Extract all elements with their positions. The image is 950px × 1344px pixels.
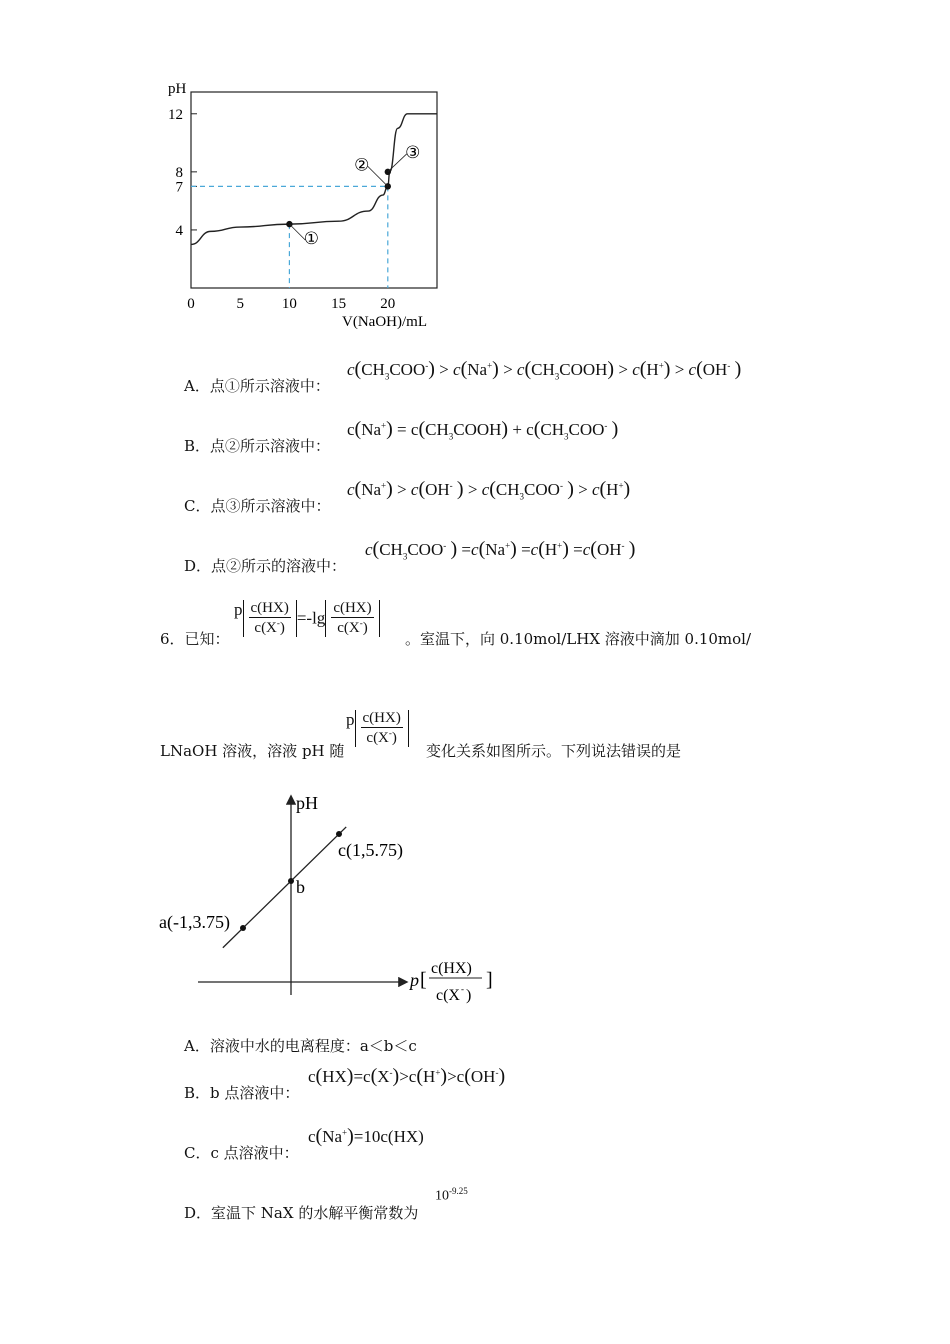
option-letter: B． — [184, 1084, 211, 1102]
y-axis-label: pH — [296, 793, 318, 813]
point-label: ③ — [405, 142, 421, 162]
q5-formula-d: $c(CH_3COO^-$ ) =c(Na+) =c(H+) =c(OH- ) — [365, 538, 636, 562]
q6-option-b — [184, 1082, 299, 1103]
q5-option-a — [184, 375, 330, 396]
x-tick-label: 10 — [281, 296, 297, 312]
point-label: c(1,5.75) — [338, 840, 403, 860]
q6-option-d — [184, 1202, 418, 1223]
q6-option-a — [184, 1035, 417, 1056]
option-letter: B． — [184, 437, 211, 455]
q6-definition: p $\frac{c(HX)}{c(X^-)}$ =-lg $\frac{c(HX)}{c(X^-)}$ — [234, 600, 380, 637]
option-letter: D． — [184, 557, 212, 575]
q6-stem-a: 。室温下，向 0.10mol/LHX 溶液中滴加 0.10mol/ — [405, 630, 752, 648]
q6-intro — [160, 628, 230, 649]
svg-text:]: ] — [486, 969, 493, 991]
point-leader — [368, 166, 388, 186]
svg-text:-: - — [461, 984, 464, 994]
q5-formula-a: $c(CH_3COO^-) > c(Na^+)$ > $c(CH_3COOH) > c(H^+) > c(OH^-$ ) — [347, 358, 742, 382]
q6-stem-b: LNaOH 溶液，溶液 pH 随 — [160, 742, 345, 760]
svg-text:): ) — [466, 987, 472, 1004]
data-point — [336, 831, 342, 837]
frac-numerator: c(HX) — [362, 710, 401, 726]
point-label: a(-1,3.75) — [159, 912, 230, 932]
hydrolysis-base: 10 — [435, 1188, 449, 1204]
option-text: 点②所示溶液中： — [210, 437, 331, 455]
option-letter: C． — [184, 1144, 211, 1162]
q6-formula-c: c(Na+)=10c(HX) — [308, 1125, 424, 1147]
hydrolysis-exp: -9.25 — [449, 1186, 468, 1196]
point-leader — [388, 154, 407, 172]
option-letter: C． — [184, 497, 211, 515]
svg-text:p: p — [410, 970, 419, 990]
frac-denominator: c(X — [366, 730, 389, 746]
option-text: 点③所示溶液中： — [210, 497, 331, 515]
option-letter: A． — [184, 1037, 210, 1055]
x-tick-label: 15 — [331, 296, 347, 312]
option-letter: D． — [184, 1204, 212, 1222]
option-text: c 点溶液中： — [210, 1144, 299, 1162]
option-letter: A． — [184, 377, 210, 395]
x-axis-label — [408, 960, 493, 1004]
option-text: 点②所示的溶液中： — [211, 557, 347, 575]
y-tick-label: 4 — [175, 222, 183, 239]
titration-chart — [150, 75, 460, 335]
option-text: 室温下 NaX 的水解平衡常数为 — [211, 1204, 419, 1222]
point-label: b — [296, 877, 305, 897]
titration-curve — [191, 114, 437, 245]
eq-mid: =-lg — [296, 608, 326, 628]
option-text: 点①所示溶液中： — [209, 377, 330, 395]
svg-text:c(X: c(X — [436, 987, 460, 1004]
q6-stem-formula: p $\frac{c(HX)}{c(X^-)}$ — [346, 710, 409, 747]
frac-denominator: c(X — [254, 620, 277, 636]
frac-numerator: c(HX) — [250, 600, 289, 616]
q6-stem-c: 变化关系如图所示。下列说法错误的是 — [426, 742, 682, 760]
x-axis-label: V(NaOH)/mL — [342, 314, 427, 330]
y-tick-label: 7 — [175, 179, 183, 196]
q5-formula-c: c(Na+) > c(OH- ) > $c(CH_3COO^-$ ) > c(H+) — [347, 478, 631, 502]
y-tick-label: 8 — [175, 164, 183, 181]
point-label: ① — [303, 229, 320, 249]
p-symbol: p — [234, 600, 243, 619]
data-point — [240, 925, 246, 931]
frac-numerator: c(HX) — [333, 600, 372, 616]
q5-option-d — [184, 555, 346, 576]
plot-frame — [191, 92, 437, 288]
x-tick-label: 0 — [187, 296, 195, 312]
q5-option-b — [184, 435, 330, 456]
ph-vs-p-chart — [150, 785, 510, 1015]
y-tick-label: 12 — [168, 106, 183, 123]
y-axis-label: pH — [168, 81, 187, 97]
frac-denominator: c(X — [337, 620, 360, 636]
svg-text:c(HX): c(HX) — [431, 960, 472, 977]
option-text: b 点溶液中： — [210, 1084, 300, 1102]
p-symbol: p — [346, 710, 355, 729]
x-tick-label: 5 — [236, 296, 244, 312]
q5-option-c — [184, 495, 331, 516]
svg-text:[: [ — [420, 969, 427, 991]
question-number: 6． — [160, 630, 185, 648]
q5-formula-b: $c(Na^+) = c(CH_3COOH) + c(CH_3COO^-$ ) — [347, 418, 619, 442]
data-point — [288, 878, 294, 884]
intro-text: 已知： — [184, 630, 230, 648]
q6-option-c — [184, 1142, 299, 1163]
q6-formula-b: c(HX)=c(X-)>c(H+)>c(OH-) — [308, 1065, 506, 1087]
q6-formula-d — [435, 1186, 468, 1205]
option-text: 溶液中水的电离程度：a＜b＜c — [209, 1037, 417, 1055]
x-tick-label: 20 — [380, 296, 396, 312]
point-label: ② — [354, 155, 370, 175]
